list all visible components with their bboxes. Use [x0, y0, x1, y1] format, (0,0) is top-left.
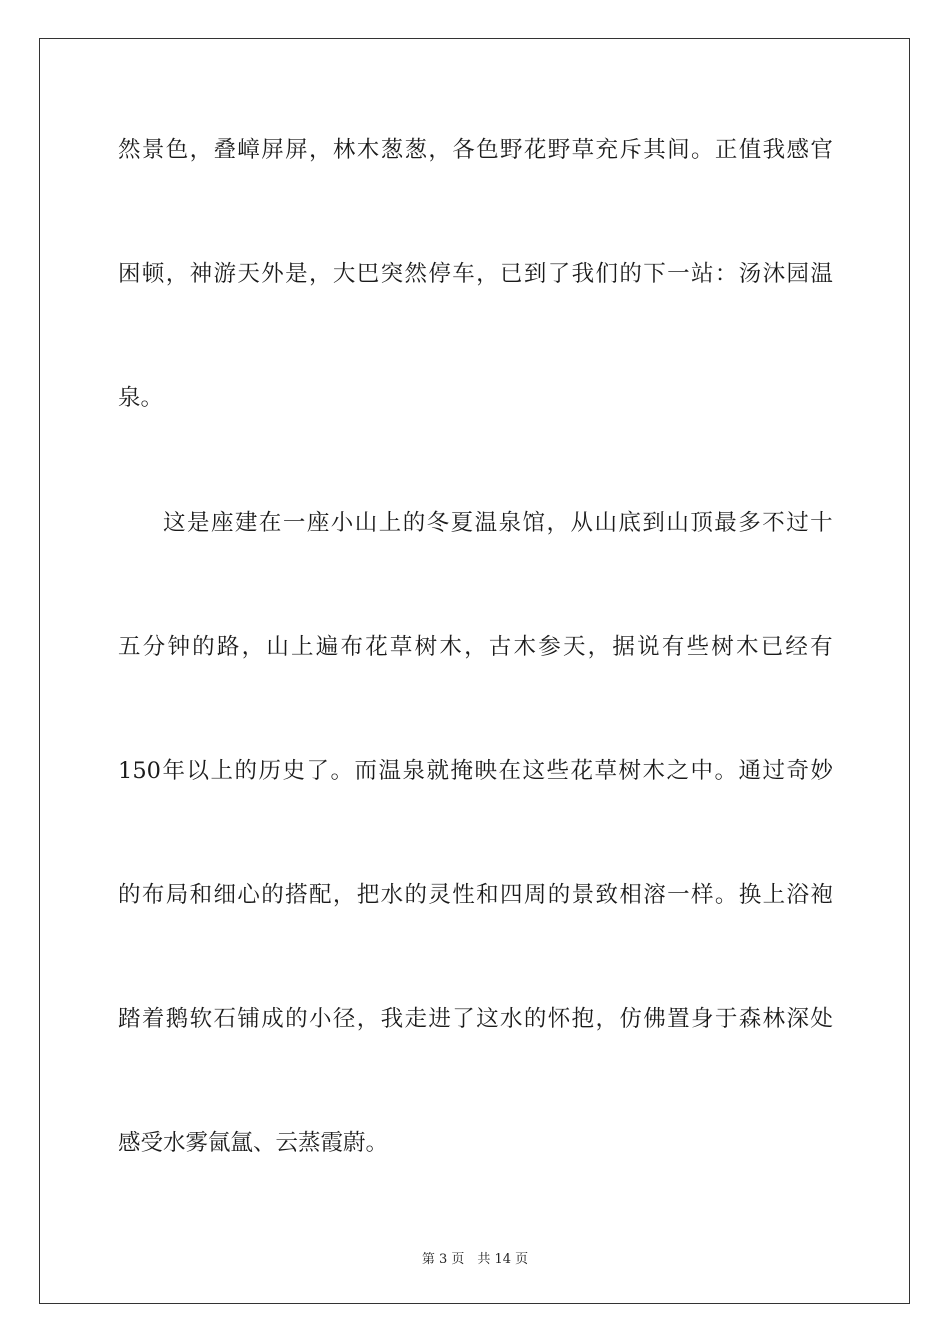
- text-line: 困 顿 ， 神 游 天 外 是 ， 大 巴 突 然 停 车 ， 已 到 了 我 们 的 下 一 站 ： 汤 沐 园 温: [118, 261, 833, 287]
- text-line: 150 年 以 上 的 历 史 了 。 而 温 泉 就 掩 映 在 这 些 花 草 树 木 之 中 。 通 过 奇 妙: [118, 758, 833, 784]
- page-border: [39, 38, 910, 1304]
- text-line: 泉。: [118, 385, 164, 411]
- text-line: 然 景 色 ， 叠 嶂 屏 屏 ， 林 木 葱 葱 ， 各 色 野 花 野 草 充 斥 其 间 。 正 值 我 感 官: [118, 137, 833, 163]
- text-line: 踏 着 鹅 软 石 铺 成 的 小 径 ， 我 走 进 了 这 水 的 怀 抱 ， 仿 佛 置 身 于 森 林 深 处: [118, 1006, 833, 1032]
- text-line: 的 布 局 和 细 心 的 搭 配 ， 把 水 的 灵 性 和 四 周 的 景 致 相 溶 一 样 。 换 上 浴 袍: [118, 882, 833, 908]
- text-line: 感受水雾氤氲、云蒸霞蔚。: [118, 1130, 389, 1156]
- page-number-footer: 第 3 页 共 14 页: [421, 1252, 529, 1267]
- paragraph-first-line: 这 是 座 建 在 一 座 小 山 上 的 冬 夏 温 泉 馆 ， 从 山 底 到 山 顶 最 多 不 过 十: [163, 510, 833, 536]
- text-line: 五 分 钟 的 路 ， 山 上 遍 布 花 草 树 木 ， 古 木 参 天 ， 据 说 有 些 树 木 已 经 有: [118, 634, 833, 660]
